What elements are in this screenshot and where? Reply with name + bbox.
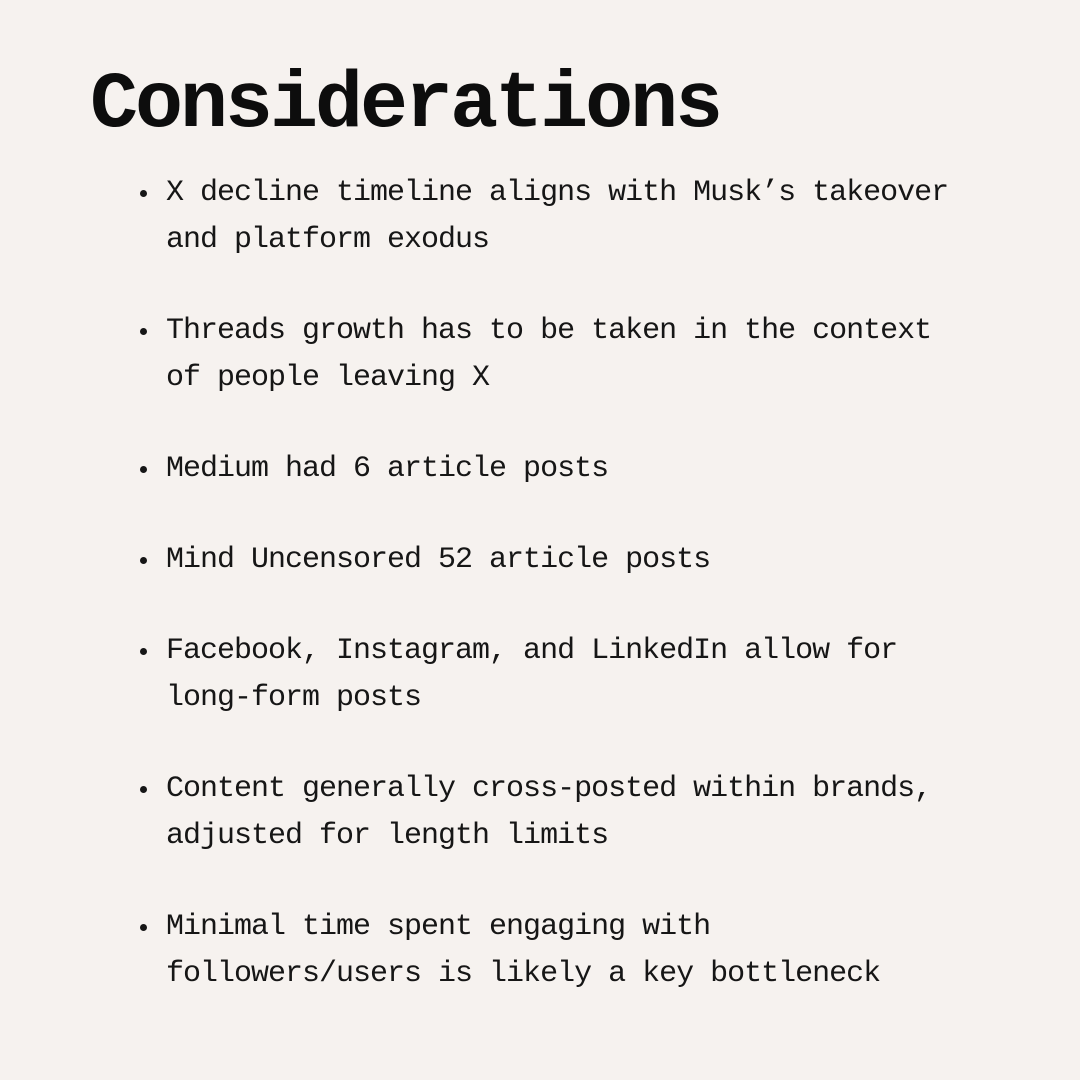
bullet-icon — [140, 557, 147, 564]
list-item-text: Mind Uncensored 52 article posts — [166, 543, 711, 577]
list-item-text: Content generally cross-posted within brands, adjusted for length limits — [166, 772, 932, 853]
bullet-icon — [140, 648, 147, 655]
list-item — [140, 446, 1000, 493]
list-item — [140, 170, 1000, 264]
list-item — [140, 537, 1000, 584]
list-item — [140, 904, 1000, 998]
list-item — [140, 766, 1000, 860]
bullet-icon — [140, 924, 147, 931]
list-item — [140, 308, 1000, 402]
list-item-text: Minimal time spent engaging with followers/users is likely a key bottleneck — [166, 910, 881, 991]
considerations-list — [140, 170, 1000, 1042]
list-item-text: X decline timeline aligns with Musk’s takeover and platform exodus — [166, 176, 949, 257]
bullet-icon — [140, 786, 147, 793]
bullet-icon — [140, 190, 147, 197]
bullet-icon — [140, 466, 147, 473]
list-item-text: Threads growth has to be taken in the context of people leaving X — [166, 314, 932, 395]
list-item — [140, 628, 1000, 722]
list-item-text: Medium had 6 article posts — [166, 452, 609, 486]
bullet-icon — [140, 328, 147, 335]
page-title: Considerations — [90, 60, 721, 151]
list-item-text: Facebook, Instagram, and LinkedIn allow for long-form posts — [166, 634, 898, 715]
